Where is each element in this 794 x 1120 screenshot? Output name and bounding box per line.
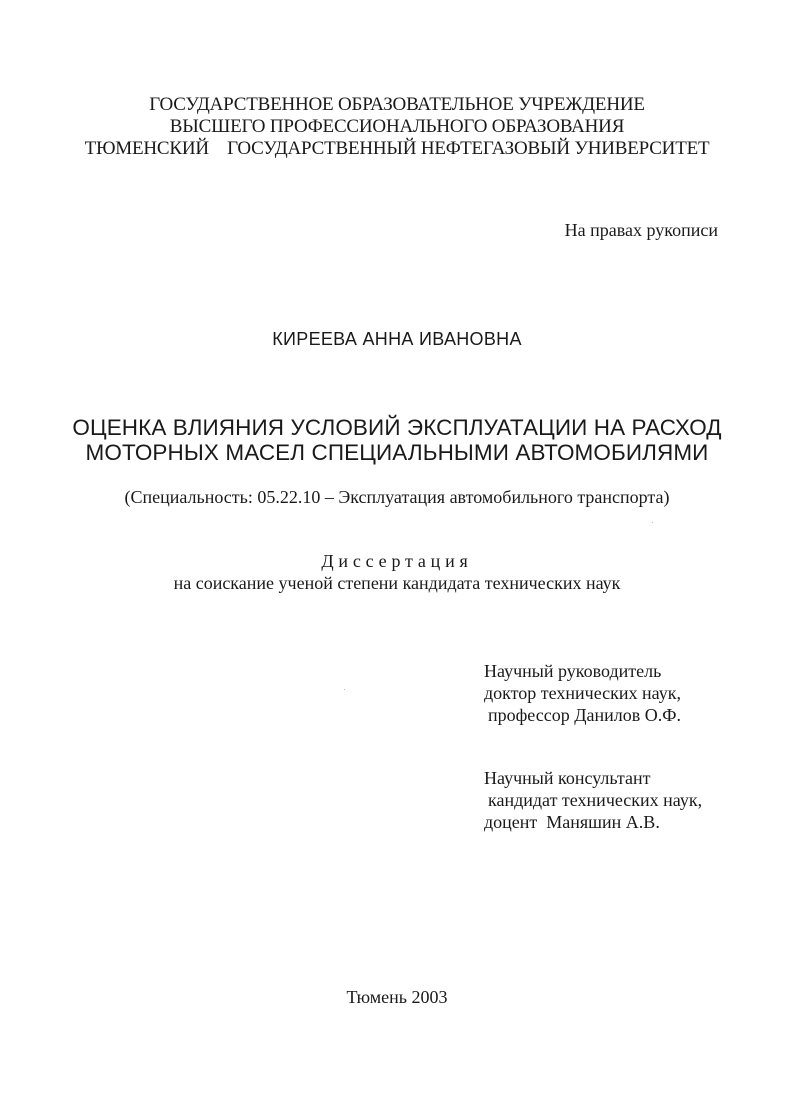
author-name: КИРЕЕВА АННА ИВАНОВНА [272,329,522,349]
title-line-1: ОЦЕНКА ВЛИЯНИЯ УСЛОВИЙ ЭКСПЛУАТАЦИИ НА РАСХОД [72,415,722,440]
supervisor-name: профессор Данилов О.Ф. [488,705,681,725]
scan-speck [652,522,653,523]
institution-line-2: ВЫСШЕГО ПРОФЕССИОНАЛЬНОГО ОБРАЗОВАНИЯ [169,116,625,137]
title-line-2: МОТОРНЫХ МАСЕЛ СПЕЦИАЛЬНЫМИ АВТОМОБИЛЯМИ [85,440,709,465]
scan-speck [344,689,345,690]
supervisor-role: Научный руководитель [484,661,662,681]
specialty: (Специальность: 05.22.10 – Эксплуатация автомобильного транспорта) [124,487,670,507]
consultant-degree: кандидат технических наук, [488,790,703,810]
place-and-year: Тюмень 2003 [346,987,448,1007]
rights-note: На правах рукописи [564,220,718,240]
degree-sought: на соискание ученой степени кандидата технических наук [173,573,621,593]
institution-line-1: ГОСУДАРСТВЕННОЕ ОБРАЗОВАТЕЛЬНОЕ УЧРЕЖДЕНИЕ [149,94,645,115]
supervisor-degree: доктор технических наук, [484,683,681,703]
consultant-role: Научный консультант [484,768,651,788]
consultant-name: доцент Маняшин А.В. [484,812,660,832]
document-type: Диссертация [321,551,473,571]
institution-line-3: ТЮМЕНСКИЙ ГОСУДАРСТВЕННЫЙ НЕФТЕГАЗОВЫЙ УНИВЕРСИТЕТ [84,138,710,159]
